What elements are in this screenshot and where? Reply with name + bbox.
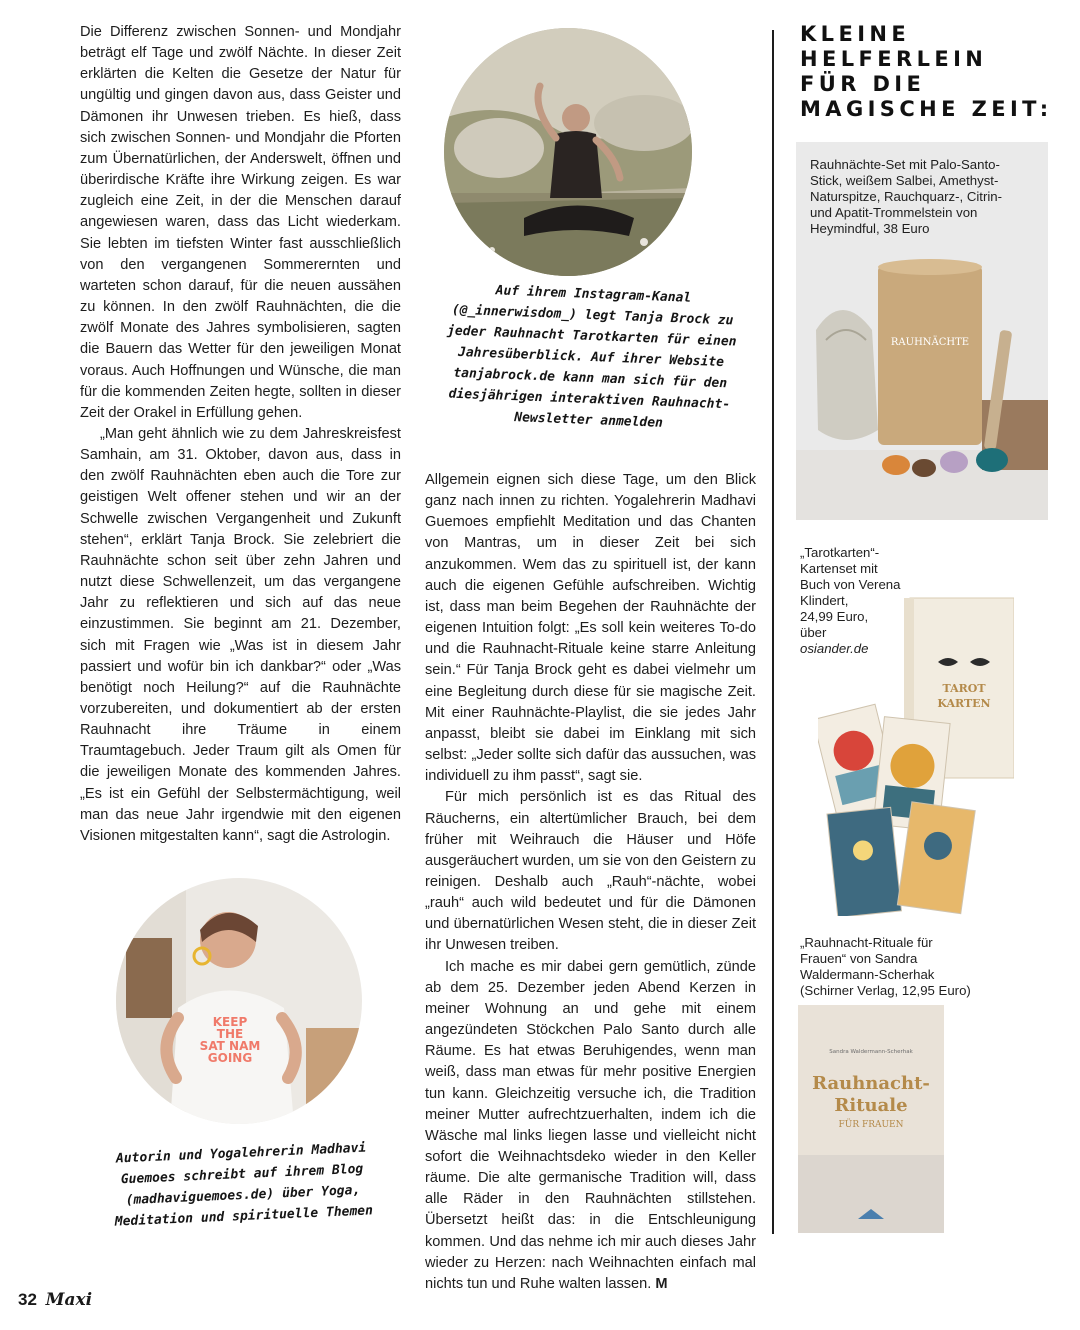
book-title-line2: Rituale [834, 1095, 908, 1116]
product-rauhnaechte-set-text: Rauhnächte-Set mit Palo-Santo- Stick, weißem Salbei, Amethyst- Naturspitze, Rauchquarz-, Citrin- und Apatit-Trommelstein von Heymindful, 38 Euro [810, 157, 1003, 236]
photo-madhavi-guemoes [116, 878, 362, 1124]
caption-madhavi: Autorin und Yogalehrerin Madhavi Guemoes schreibt auf ihrem Blog (madhaviguemoes.de) über Yoga, Meditation und spirituelle Themen [114, 1140, 374, 1230]
sidebar-title: KLEINE HELFERLEIN FÜR DIE MAGISCHE ZEIT: [800, 22, 1053, 121]
paragraph: Allgemein eignen sich diese Tage, um den Blick ganz nach innen zu richten. Yogalehrerin Madhavi Guemoes empfiehlt Meditation und das Chanten von Mantras, um in dieser Zeit bei sich anzukommen. Wem das zu spirituell ist, der kann auch die eigenen Gefühle aufschreiben. Wichtig ist, dass man beim Begehen der Rauhnächte der eigenen Intuition folgt: „Es soll kein weiteres To-do und die Rauhnacht-Rituale keine starre Anleitung sein.“ Für Tanja Brock geht es dabei vielmehr um eine Begleitung durch diese für sie magische Zeit. Mit einer Rauhnächte-Playlist, die sie jedes Jahr anpasst, bleibt sie dabei im Einklang mit sich selbst: „Jeder sollte sich dafür das aussuchen, was individuell zu ihm passt“, sagt sie. [425, 472, 756, 785]
page-footer [18, 1290, 92, 1310]
magazine-logo: Maxi [45, 1290, 93, 1310]
book-author: Sandra Waldermann-Scherhak [829, 1049, 913, 1055]
book-title-line1: Rauhnacht- [812, 1073, 930, 1094]
product-rauhnaechte-set-image [796, 250, 1048, 520]
svg-text:GOING: GOING [207, 1051, 253, 1065]
paragraph: „Man geht ähnlich wie zu dem Jahreskreisfest Samhain, am 31. Oktober, davon aus, dass in den zwölf Rauhnächten eben auch die Tore zur geistigen Welt offener stehen und wir an der Schwelle zwischen Vergangenheit und Zukunft stehen“, erklärt Tanja Brock. Sie zelebriert die Rauhnächte schon seit über zehn Jahren und nutzt diese Schwellenzeit, um das vergangene Jahr zu reflektieren und sich auf das neue einzustimmen. Sie beginnt am 21. Dezember, sich mit Fragen wie „Was ist in diesem Jahr passiert und wofür bin ich dankbar?“ oder „Was benötigt noch Heilung?“ auf die Rauhnächte vorzubereiten, und dokumentiert ab der ersten Rauhnacht ihre Träume in einem Traumtagebuch. Jeder Traum gilt als Omen für die jeweiligen Monate des kommenden Jahres. „Es ist ein Gefühl der Selbstermächtigung, weil man das neue Jahr irgendwie mit den eigenen Visionen mitgestalten kann“, sagt die Astrologin. [80, 425, 401, 844]
book-title-line3: FÜR FRAUEN [838, 1120, 904, 1130]
tarot-box-subtitle: KARTEN [937, 697, 991, 710]
end-mark: M [655, 1275, 668, 1292]
product-rauhnacht-rituale-text: „Rauhnacht-Rituale für Frauen“ von Sandra Waldermann-Scherhak (Schirner Verlag, 12,95 Euro) [800, 935, 971, 998]
photo-tanja-brock [444, 28, 692, 276]
svg-text:SAT NAM: SAT NAM [199, 1039, 261, 1053]
paragraph: Für mich persönlich ist es das Ritual des Räucherns, ein altertümlicher Brauch, bei dem früher mit Weihrauch die Häuser und Höfe ausgeräuchert wurden, um sie von den Geistern zu reinigen. Deshalb auch „Rauh“-nächte, wobei „rauh“ auch wild bedeutet und für die Dämonen und übernatürlichen Wesen steht, die in dieser Zeit ihr Unwesen treiben. [425, 789, 756, 954]
page-number: 32 [18, 1290, 37, 1309]
article-column-left [80, 22, 401, 847]
paragraph [425, 957, 756, 1296]
column-divider [772, 30, 774, 1234]
product-tarotkarten-image [818, 570, 1014, 916]
product-rauhnacht-rituale-book [798, 1005, 944, 1233]
tarot-box-title: TAROT [942, 682, 986, 695]
shop-link: osiander.de [800, 641, 869, 656]
caption-tanja: Auf ihrem Instagram-Kanal (@_innerwisdom_) legt Tanja Brock zu jeder Rauhnacht Tarotkarten für einen Jahresüberblick. Auf ihrer Website tanjabrock.de kann man sich für den diesjährigen interaktiven Rauhnacht- Newsletter anmelden [446, 283, 737, 431]
paragraph-text: Ich mache es mir dabei gern gemütlich, zünde ab dem 25. Dezember jeden Abend Kerzen in meiner Wohnung an und gehe mit einem angezündeten Stöckchen Palo Santo durch alle Räume. Es hat etwas Beruhigendes, wenn man weiß, dass man etwas für mehr positive Energien tun kann. Gleichzeitig versuche ich, die Tradition meiner Mutter aufrechtzuerhalten, indem ich die Wäsche mal links liegen lasse und vielleicht nicht sofort die Weihnachtsdeko wieder in den Keller räume. Die alte germanische Tradition will, dass alle Räder in den Rauhnächten stillstehen. Übersetzt heißt das: in die Entschleunigung kommen. Und das nehme ich mir auch dieses Jahr wieder zu Herzen: nach Weihnachten einfach mal nichts tun und Ruhe walten lassen. [425, 958, 756, 1292]
article-column-middle [425, 470, 756, 1295]
paragraph: Die Differenz zwischen Sonnen- und Mondjahr beträgt elf Tage und zwölf Nächte. In dieser Zeit erklärten die Kelten die Gesetze der Natur für ungültig und gingen davon aus, dass Geister und Dämonen ihr Unwesen trieben. Es hieß, dass sich zwischen Sonnen- und Mondjahr die Pforten zum Übernatürlichen, der Anderswelt, öffnen und überirdische Kräfte ihre Wirkung zeigen. Es war zugleich eine Zeit, in der die Menschen darauf angewiesen waren, dass das Licht wiederkam. Sie lebten im tiefsten Winter fast ausschließlich von den vergangenen Sommerernten und warteten schon darauf, für die neuen aussähen zu können. In den zwölf Rauhnächten, die die zwölf Monate des Jahres symbolisieren, sagten die Bauern das Wetter für den jeweiligen Monat voraus. Auch Hoffnungen und Wünsche, die man für die kommenden Zeiten hegte, sollten in dieser Zeit der Orakel in Erfüllung gehen. [80, 24, 401, 421]
product-tarotkarten-text: „Tarotkarten“- Kartenset mit Buch von Verena Klindert, 24,99 Euro, über osiander.de [800, 545, 930, 657]
tin-label: RAUHNÄCHTE [890, 337, 970, 348]
svg-text:THE: THE [216, 1027, 244, 1041]
svg-text:KEEP: KEEP [212, 1015, 248, 1029]
